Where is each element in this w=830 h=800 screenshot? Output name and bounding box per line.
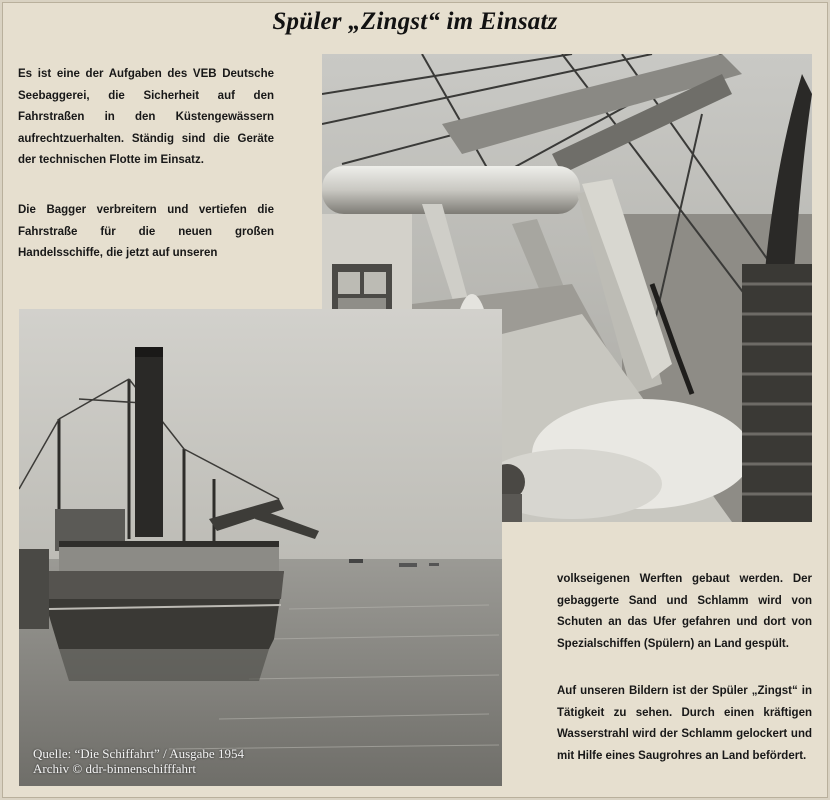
photo-caption <box>33 746 244 776</box>
pictures-paragraph: Auf unseren Bildern ist der Spüler „Zingst“ in Tätigkeit zu sehen. Durch einen kräftigen Wasserstrahl wird der Schlamm gelockert und mit Hilfe eines Saugrohres an Land befördert. <box>557 685 812 762</box>
article-title: Spüler „Zingst“ im Einsatz <box>272 8 558 35</box>
dredger-paragraph: Die Bagger verbreitern und vertiefen die Fahrstraße für die neuen großen Handelsschiffe, die jetzt auf unseren <box>18 204 274 259</box>
sand-paragraph: volkseigenen Werften gebaut werden. Der gebaggerte Sand und Schlamm wird von Schuten an das Ufer gefahren und dort von Spezialschiffen (Spülern) an Land gespült. <box>557 573 812 650</box>
intro-paragraph: Es ist eine der Aufgaben des VEB Deutsche Seebaggerei, die Sicherheit auf den Fahrstraßen in den Küstengewässern aufrechtzuerhalten. Ständig sind die Geräte der technischen Flotte im Einsatz. <box>18 68 274 166</box>
caption-source: Quelle: “Die Schiffahrt” / Ausgabe 1954 <box>33 746 244 761</box>
caption-archive: Archiv © ddr-binnenschifffahrt <box>33 761 196 776</box>
photo-ship-zingst <box>19 309 502 786</box>
